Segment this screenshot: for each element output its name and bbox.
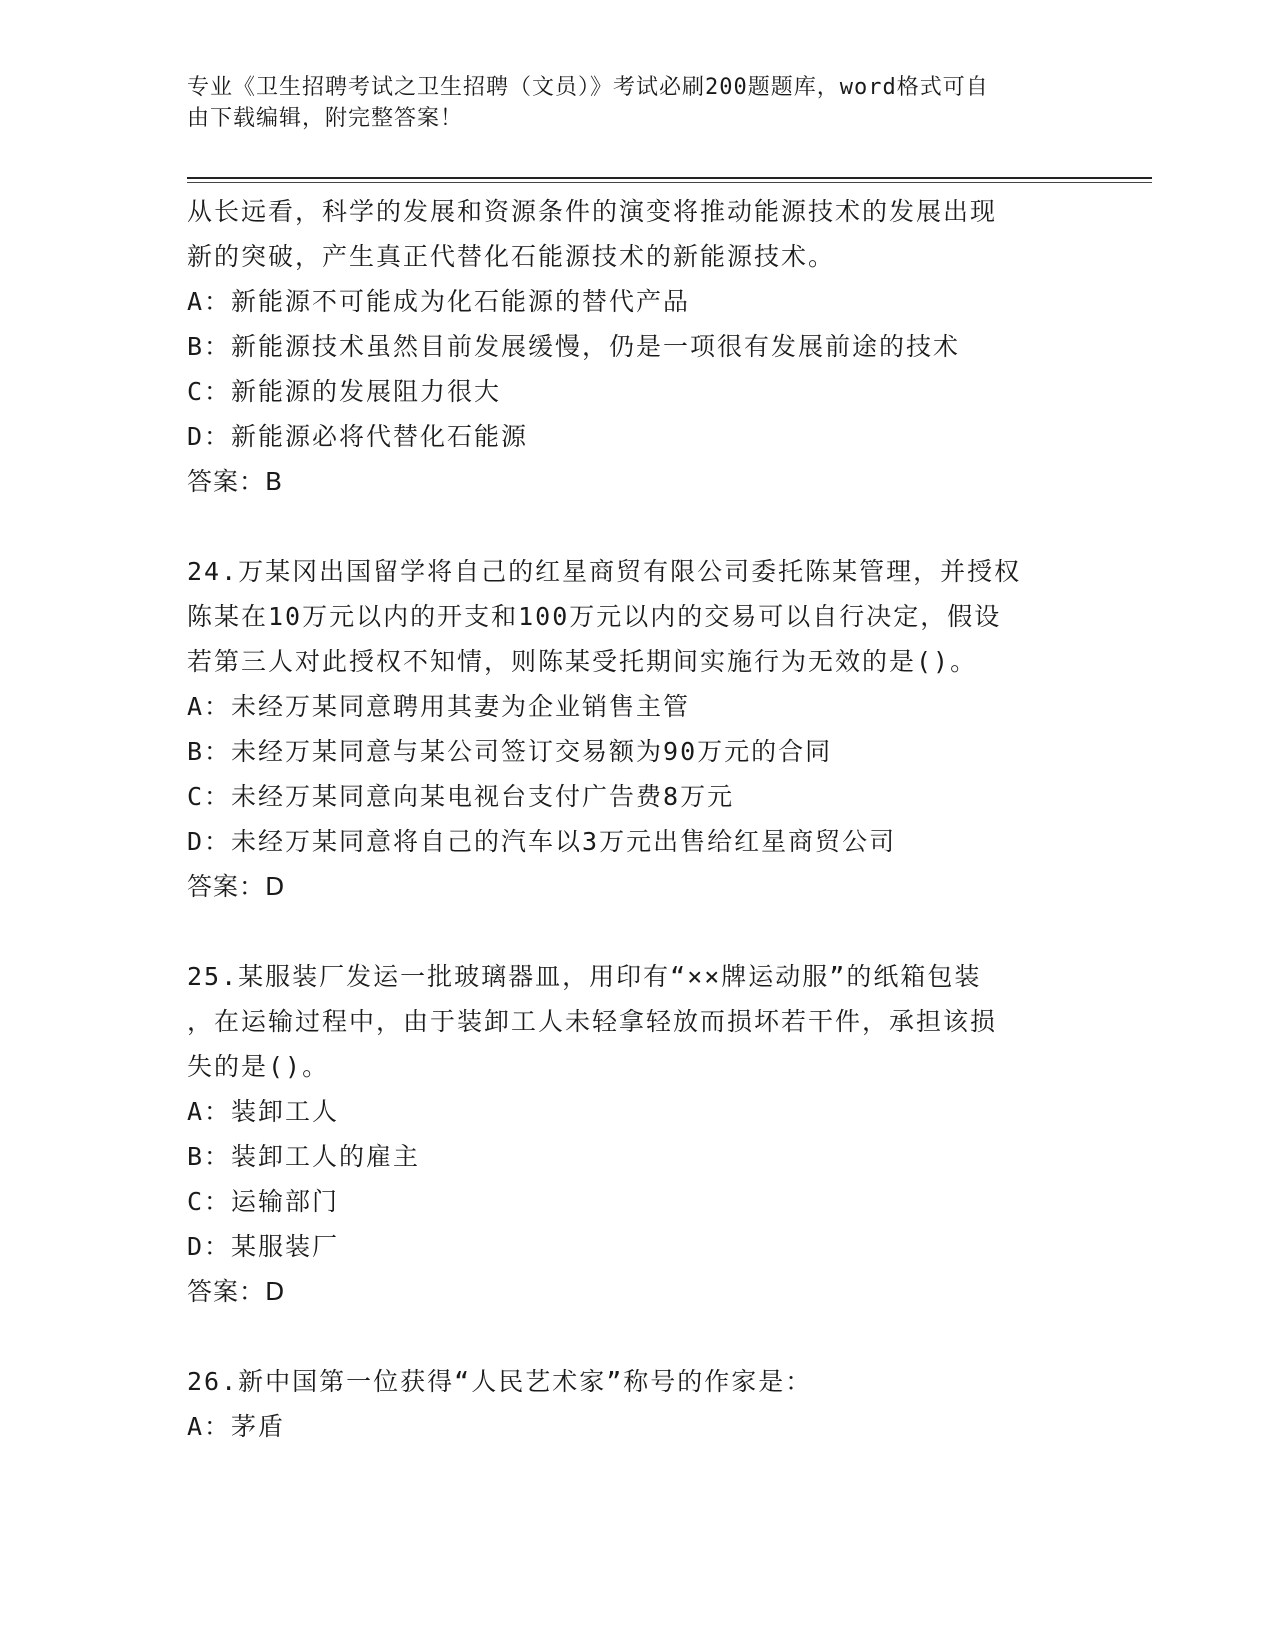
question-26: [187, 1359, 1087, 1449]
answer: 答案：B: [187, 467, 284, 496]
option-d: D：未经万某同意将自己的汽车以3万元出售给红星商贸公司: [187, 827, 897, 856]
header-line-1: 专业《卫生招聘考试之卫生招聘（文员）》考试必刷200题题库，word格式可自: [187, 75, 989, 100]
question-stem-line: 陈某在10万元以内的开支和100万元以内的交易可以自行决定，假设: [187, 602, 1002, 631]
question-stem-line: 25.某服装厂发运一批玻璃器皿，用印有“××牌运动服”的纸箱包装: [187, 962, 982, 991]
option-c: C：新能源的发展阻力很大: [187, 377, 502, 406]
question-stem-line: 26.新中国第一位获得“人民艺术家”称号的作家是：: [187, 1367, 813, 1396]
option-b: B：装卸工人的雇主: [187, 1142, 421, 1171]
document-header: [187, 72, 1067, 134]
option-a: A：未经万某同意聘用其妻为企业销售主管: [187, 692, 691, 721]
option-a: A：新能源不可能成为化石能源的替代产品: [187, 287, 691, 316]
option-a: A：茅盾: [187, 1412, 286, 1441]
option-a: A：装卸工人: [187, 1097, 340, 1126]
question-stem-line: 24.万某冈出国留学将自己的红星商贸有限公司委托陈某管理，并授权: [187, 557, 1022, 586]
answer: 答案：D: [187, 1277, 286, 1306]
option-b: B：新能源技术虽然目前发展缓慢，仍是一项很有发展前途的技术: [187, 332, 961, 361]
header-divider-thick: [187, 177, 1152, 179]
question-list: [187, 189, 1087, 1449]
question-25: [187, 954, 1087, 1314]
question-stem-line: 若第三人对此授权不知情，则陈某受托期间实施行为无效的是()。: [187, 647, 978, 676]
question-stem-line: ，在运输过程中，由于装卸工人未轻拿轻放而损坏若干件，承担该损: [187, 1007, 998, 1036]
header-line-2: 由下载编辑，附完整答案！: [187, 106, 464, 131]
question-23: [187, 189, 1087, 504]
option-d: D：某服装厂: [187, 1232, 340, 1261]
spacer: [187, 1314, 1087, 1359]
spacer: [187, 504, 1087, 549]
header-divider-thin: [187, 182, 1152, 183]
question-stem-line: 新的突破，产生真正代替化石能源技术的新能源技术。: [187, 242, 836, 271]
spacer: [187, 909, 1087, 954]
option-d: D：新能源必将代替化石能源: [187, 422, 529, 451]
option-c: C：运输部门: [187, 1187, 340, 1216]
option-c: C：未经万某同意向某电视台支付广告费8万元: [187, 782, 735, 811]
question-stem-line: 从长远看，科学的发展和资源条件的演变将推动能源技术的发展出现: [187, 197, 998, 226]
option-b: B：未经万某同意与某公司签订交易额为90万元的合同: [187, 737, 833, 766]
question-stem-line: 失的是()。: [187, 1052, 330, 1081]
answer: 答案：D: [187, 872, 286, 901]
question-24: [187, 549, 1087, 909]
